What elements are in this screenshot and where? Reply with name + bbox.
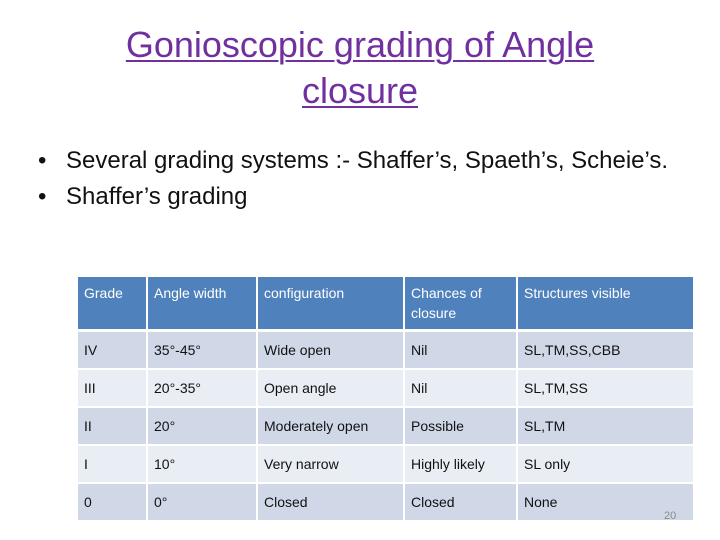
slide-title	[60, 22, 660, 114]
table-row	[78, 446, 693, 484]
cell-angle-width: 10°	[148, 446, 258, 484]
cell-chances-of-closure: Nil	[405, 370, 518, 408]
cell-angle-width: 35°-45°	[148, 332, 258, 370]
cell-grade: 0	[78, 484, 148, 522]
cell-configuration: Moderately open	[258, 408, 405, 446]
cell-chances-of-closure: Possible	[405, 408, 518, 446]
cell-angle-width: 20°-35°	[148, 370, 258, 408]
header-chances-of-closure: Chances of closure	[405, 277, 518, 332]
table-header-row	[78, 277, 693, 332]
cell-grade: I	[78, 446, 148, 484]
header-grade: Grade	[78, 277, 148, 332]
cell-structures-visible: SL,TM	[518, 408, 693, 446]
cell-structures-visible: SL,TM,SS	[518, 370, 693, 408]
cell-chances-of-closure: Nil	[405, 332, 518, 370]
shaffer-grading-table	[78, 277, 693, 522]
header-structures-visible: Structures visible	[518, 277, 693, 332]
slide-title-line-1: Gonioscopic grading of Angle	[125, 24, 595, 65]
slide-title-line-2: closure	[301, 70, 419, 111]
cell-grade: II	[78, 408, 148, 446]
bullet-list	[38, 145, 698, 217]
cell-grade: III	[78, 370, 148, 408]
table-row	[78, 370, 693, 408]
table-row	[78, 408, 693, 446]
cell-configuration: Closed	[258, 484, 405, 522]
bullet-text: Shaffer’s grading	[66, 183, 248, 210]
header-configuration: configuration	[258, 277, 405, 332]
cell-configuration: Wide open	[258, 332, 405, 370]
table-row	[78, 332, 693, 370]
cell-structures-visible: SL only	[518, 446, 693, 484]
cell-structures-visible: SL,TM,SS,CBB	[518, 332, 693, 370]
cell-grade: IV	[78, 332, 148, 370]
table-row	[78, 484, 693, 522]
bullet-text: Several grading systems :- Shaffer’s, Spaeth’s, Scheie’s.	[66, 147, 669, 174]
bullet-dot: •	[38, 147, 47, 174]
page-number: 20	[664, 510, 677, 522]
bullet-item	[38, 145, 698, 177]
cell-angle-width: 0°	[148, 484, 258, 522]
bullet-item	[38, 181, 698, 213]
cell-chances-of-closure: Highly likely	[405, 446, 518, 484]
cell-configuration: Open angle	[258, 370, 405, 408]
cell-configuration: Very narrow	[258, 446, 405, 484]
header-angle-width: Angle width	[148, 277, 258, 332]
cell-angle-width: 20°	[148, 408, 258, 446]
bullet-dot: •	[38, 183, 47, 210]
cell-chances-of-closure: Closed	[405, 484, 518, 522]
cell-structures-visible: None	[518, 484, 693, 522]
